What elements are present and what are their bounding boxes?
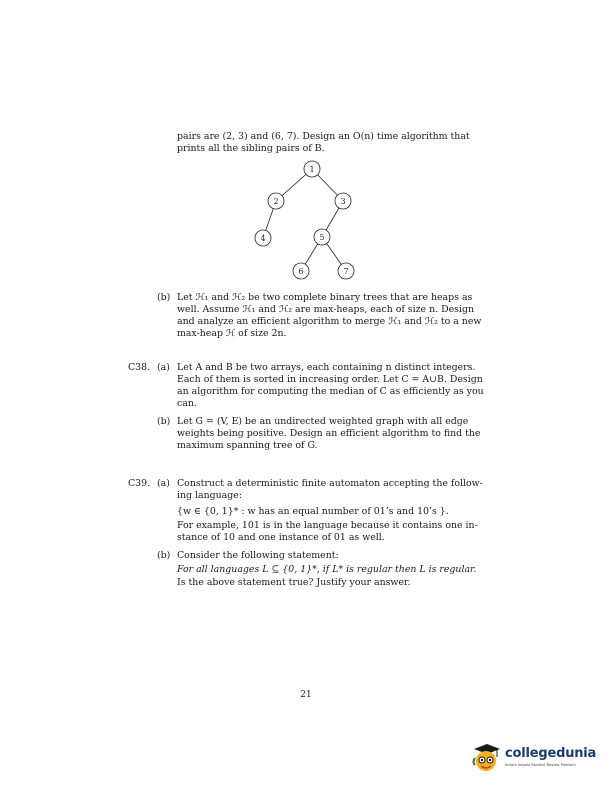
- intro-line-2: prints all the sibling pairs of B.: [177, 143, 325, 154]
- collegedunia-wordmark: collegedunia: [505, 746, 597, 761]
- c39-a-line-4: For example, 101 is in the language because it contains one in-: [177, 520, 478, 531]
- c39-a-label: (a): [157, 478, 170, 489]
- c38-a-line-2: Each of them is sorted in increasing order. Let C = A∪B. Design: [177, 374, 483, 385]
- c39-b-statement: For all languages L ⊆ {0, 1}*, if L* is regular then L is regular.: [177, 564, 477, 575]
- binary-tree-diagram: [240, 156, 370, 286]
- c39-a-line-5: stance of 10 and one instance of 01 as well.: [177, 532, 385, 543]
- c39-b-line-1: Consider the following statement:: [177, 550, 339, 561]
- heap-question-label: (b): [157, 292, 171, 303]
- c38-b-line-3: maximum spanning tree of G.: [177, 440, 318, 451]
- c38-number: C38.: [128, 362, 151, 373]
- heap-question-line-3: and analyze an efficient algorithm to merge ℋ₁ and ℋ₂ to a new: [177, 316, 482, 327]
- c38-b-line-1: Let G = (V, E) be an undirected weighted graph with all edge: [177, 416, 469, 427]
- tree-node-1-label: 1: [309, 165, 315, 174]
- c39-number: C39.: [128, 478, 151, 489]
- collegedunia-mascot-icon: [468, 740, 504, 776]
- c38-a-line-4: can.: [177, 398, 197, 409]
- c39-a-line-1: Construct a deterministic finite automaton accepting the follow-: [177, 478, 483, 489]
- c38-b-label: (b): [157, 416, 171, 427]
- c39-a-language-def: {w ∈ {0, 1}* : w has an equal number of 01’s and 10’s }.: [177, 506, 449, 517]
- intro-line-1: pairs are (2, 3) and (6, 7). Design an O(n) time algorithm that: [177, 131, 470, 142]
- tree-node-6-label: 6: [298, 267, 304, 276]
- c38-a-line-1: Let A and B be two arrays, each containing n distinct integers.: [177, 362, 476, 373]
- c39-b-line-3: Is the above statement true? Justify your answer.: [177, 577, 411, 588]
- c38-b-line-2: weights being positive. Design an efficient algorithm to find the: [177, 428, 481, 439]
- tree-node-2-label: 2: [273, 197, 279, 206]
- tree-node-3-label: 3: [340, 197, 346, 206]
- c38-a-label: (a): [157, 362, 170, 373]
- heap-question-line-4: max-heap ℋ of size 2n.: [177, 328, 287, 339]
- heap-question-line-1: Let ℋ₁ and ℋ₂ be two complete binary trees that are heaps as: [177, 292, 473, 303]
- c39-a-line-2: ing language:: [177, 490, 242, 501]
- heap-question-line-2: well. Assume ℋ₁ and ℋ₂ are max-heaps, each of size n. Design: [177, 304, 474, 315]
- c39-b-label: (b): [157, 550, 171, 561]
- c38-a-line-3: an algorithm for computing the median of C as efficiently as you: [177, 386, 484, 397]
- collegedunia-tagline: India's largest Student Review Platform: [505, 763, 576, 767]
- page-number: 21: [300, 690, 312, 700]
- tree-node-4-label: 4: [260, 234, 266, 243]
- tree-node-5-label: 5: [319, 233, 325, 242]
- tree-node-7-label: 7: [343, 267, 349, 276]
